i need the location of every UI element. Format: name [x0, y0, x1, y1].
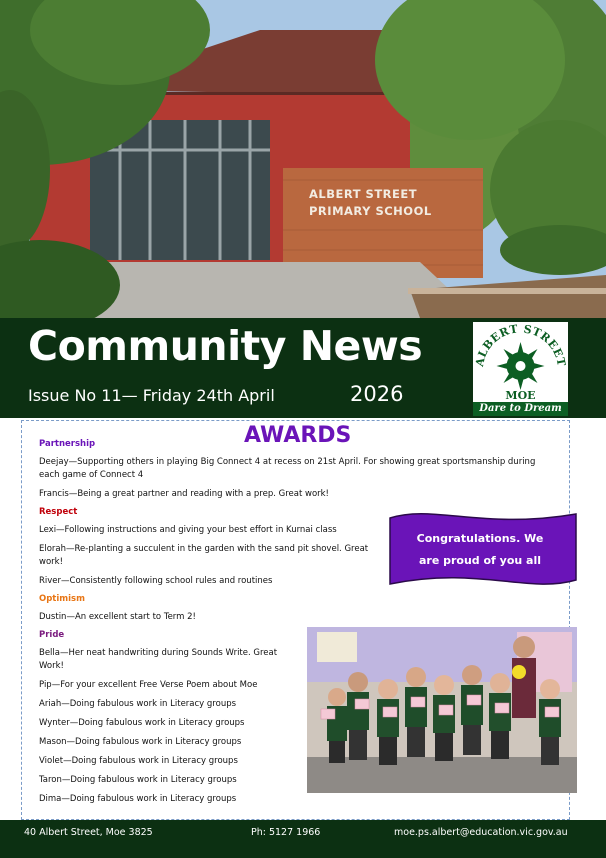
award-entry: Mason—Doing fabulous work in Literacy groups [39, 737, 242, 747]
smiley-emoji-icon [512, 665, 526, 679]
issue-year: 2026 [350, 382, 404, 406]
category-partnership: Partnership [39, 439, 96, 449]
congrats-line-2: are proud of you all [418, 554, 542, 567]
category-pride: Pride [39, 630, 65, 640]
award-entry: Elorah—Re-planting a succulent in the garden with the sand pit shovel. Great work! [39, 544, 369, 567]
footer-phone: Ph: 5127 1966 [251, 827, 321, 838]
category-respect: Respect [39, 507, 78, 517]
award-entry: Deejay—Supporting others in playing Big Connect 4 at recess on 21st April. For showing great sportsmanship during each game of Connect 4 [39, 457, 536, 480]
page-title: Community News [28, 322, 423, 370]
sun-emblem-icon [497, 342, 545, 390]
hero-photo [0, 0, 606, 318]
award-entry: Ariah—Doing fabulous work in Literacy groups [39, 699, 237, 709]
issue-label: Issue No 11— Friday 24th April [28, 386, 275, 405]
awards-heading: AWARDS [244, 423, 352, 448]
congrats-line-1: Congratulations. We [416, 532, 544, 545]
category-optimism: Optimism [39, 594, 85, 604]
award-entry: Violet—Doing fabulous work in Literacy groups [39, 756, 238, 766]
school-logo [472, 321, 569, 417]
logo-tagline: Dare to Dream [473, 402, 568, 416]
award-entry: Dima—Doing fabulous work in Literacy groups [39, 794, 237, 804]
footer [0, 820, 606, 858]
award-entry: Taron—Doing fabulous work in Literacy groups [39, 775, 237, 785]
award-entry: Dustin—An excellent start to Term 2! [39, 612, 196, 622]
award-entry: Pip—For your excellent Free Verse Poem about Moe [39, 680, 258, 690]
class-photo [307, 627, 577, 793]
award-entry: Francis—Being a great partner and reading with a prep. Great work! [39, 489, 329, 499]
logo-bottom-text: MOE [505, 389, 536, 402]
award-entry: River—Consistently following school rules and routines [39, 576, 273, 586]
sign-line-1: ALBERT STREET [309, 187, 418, 201]
award-entry: Wynter—Doing fabulous work in Literacy groups [39, 718, 245, 728]
award-entry: Bella—Her neat handwriting during Sounds Write. Great Work! [39, 648, 278, 671]
footer-address: 40 Albert Street, Moe 3825 [24, 827, 153, 838]
award-entry: Lexi—Following instructions and giving your best effort in Kurnai class [39, 525, 337, 535]
footer-email[interactable]: moe.ps.albert@education.vic.gov.au [394, 827, 568, 838]
logo-top-text: ALBERT STREET [473, 322, 568, 368]
sign-line-2: PRIMARY SCHOOL [309, 204, 432, 218]
congrats-message [400, 528, 560, 572]
